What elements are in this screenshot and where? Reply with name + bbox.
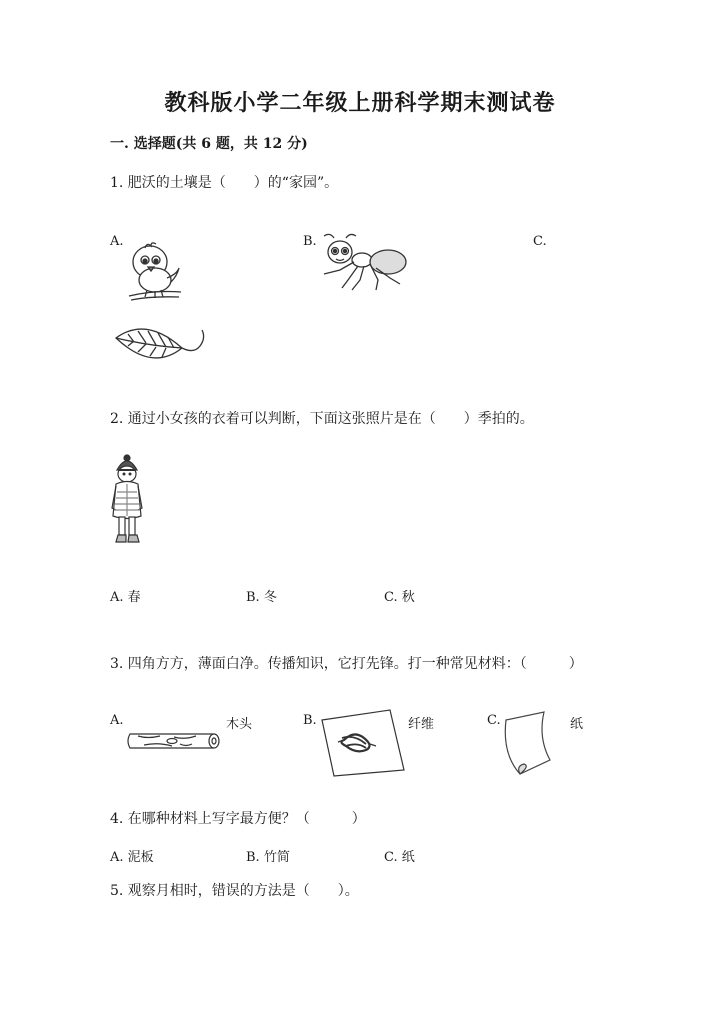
chick-icon [125,240,185,306]
q2-option-a[interactable]: A. 春 [110,590,141,605]
q2-option-b[interactable]: B. 冬 [246,590,277,605]
question-3-text: 3. 四角方方，薄面白净。传播知识，它打先锋。打一种常见材料：（ ） [110,656,583,672]
q3-option-b-label: 纤维 [408,717,435,732]
leaf-icon [110,322,210,374]
q3-option-a-label: 木头 [226,717,253,732]
q1-option-b[interactable]: B. [303,234,317,249]
q4-option-a[interactable]: A. 泥板 [110,850,154,865]
page-title: 教科版小学二年级上册科学期末测试卷 [164,90,556,116]
q3-option-c[interactable]: C. [487,713,501,728]
question-2-text: 2. 通过小女孩的衣着可以判断，下面这张照片是在（ ）季拍的。 [110,411,534,427]
q3-option-c-label: 纸 [570,717,584,732]
section-heading: 一. 选择题(共 6 题，共 12 分) [110,136,308,152]
fiber-icon [316,708,408,778]
log-icon [124,726,222,756]
girl-in-winter-coat-icon [106,454,148,546]
q1-option-a[interactable]: A. [110,234,124,249]
q4-option-c[interactable]: C. 纸 [384,850,415,865]
q1-option-c[interactable]: C. [533,234,547,249]
paper-icon [500,708,554,776]
q2-option-c[interactable]: C. 秋 [384,590,415,605]
ant-icon [318,232,410,294]
q3-option-b[interactable]: B. [303,713,317,728]
question-5-text: 5. 观察月相时，错误的方法是（ ）。 [110,883,359,899]
q3-option-a[interactable]: A. [110,713,124,728]
question-4-text: 4. 在哪种材料上写字最方便？（ ） [110,811,366,827]
question-1-text: 1. 肥沃的土壤是（ ）的“家园”。 [110,175,339,191]
q4-option-b[interactable]: B. 竹简 [246,850,290,865]
